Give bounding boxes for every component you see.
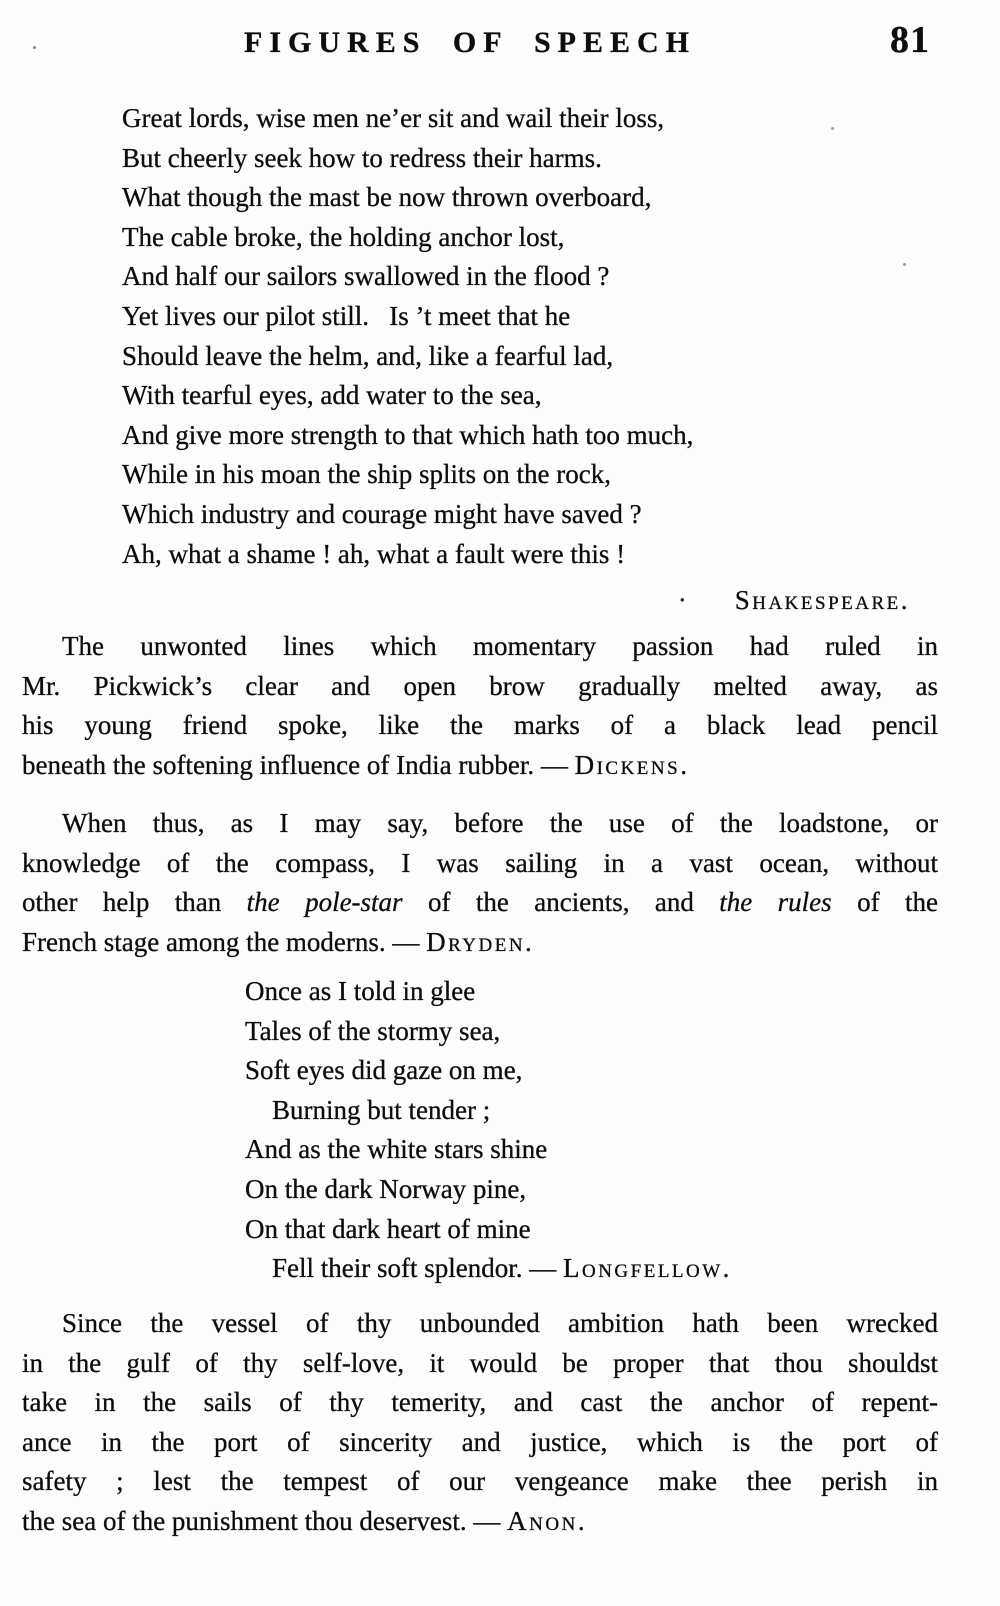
paragraph-line: safety ; lest the tempest of our vengeance make thee perish in (22, 1466, 938, 1497)
poem-line: Fell their soft splendor. — Longfellow. (272, 1253, 732, 1284)
poem-line: The cable broke, the holding anchor lost, (122, 221, 565, 252)
paragraph-line: Since the vessel of thy unbounded ambition hath been wrecked (62, 1308, 938, 1338)
paragraph-line: his young friend spoke, like the marks of a black lead pencil (22, 710, 938, 741)
anon-paragraph (22, 1304, 938, 1542)
poem-line: Once as I told in glee (245, 976, 476, 1006)
longfellow-poem (245, 972, 732, 1289)
paragraph-line: ance in the port of sincerity and justice, which is the port of (22, 1426, 938, 1457)
dryden-paragraph (22, 804, 938, 962)
poem-line: Burning but tender ; (272, 1094, 491, 1125)
scan-speck (831, 127, 834, 130)
poem-line: Yet lives our pilot still. Is ’t meet that he (122, 300, 571, 331)
scan-speck (33, 46, 36, 49)
scan-dot: · (677, 585, 687, 615)
poem-line: On that dark heart of mine (245, 1213, 531, 1244)
poem-line: With tearful eyes, add water to the sea, (122, 380, 542, 411)
poem-line: Which industry and courage might have saved ? (122, 498, 642, 529)
poem-line: And half our sailors swallowed in the flood ? (122, 261, 610, 292)
dickens-paragraph (22, 627, 938, 785)
poem-line: Tales of the stormy sea, (245, 1015, 501, 1046)
scan-speck (903, 263, 906, 266)
paragraph-line: take in the sails of thy temerity, and cast the anchor of repent- (22, 1387, 938, 1418)
poem-line: And give more strength to that which hath too much, (122, 419, 694, 450)
page-number: 81 (890, 19, 930, 61)
paragraph-line: French stage among the moderns. — Dryden. (22, 926, 535, 957)
shakespeare-poem (122, 99, 693, 574)
poem-line: But cheerly seek how to redress their harms. (122, 142, 602, 173)
paragraph-line: knowledge of the compass, I was sailing in a vast ocean, without (22, 847, 938, 878)
poem-line: Ah, what a shame ! ah, what a fault were this ! (122, 538, 626, 569)
shakespeare-attribution (22, 581, 910, 621)
poem-line: And as the white stars shine (245, 1134, 548, 1165)
attribution-name: Shakespeare. (734, 585, 910, 615)
poem-line: Soft eyes did gaze on me, (245, 1055, 523, 1086)
poem-line: Should leave the helm, and, like a fearful lad, (122, 340, 614, 371)
paragraph-line: other help than the pole-star of the ancients, and the rules of the (22, 887, 938, 918)
paragraph-line: Mr. Pickwick’s clear and open brow gradually melted away, as (22, 670, 938, 701)
poem-line: Great lords, wise men ne’er sit and wail their loss, (122, 103, 665, 133)
poem-line: While in his moan the ship splits on the rock, (122, 459, 611, 490)
page-title: FIGURES OF SPEECH (244, 26, 696, 59)
paragraph-line: in the gulf of thy self-love, it would be proper that thou shouldst (22, 1347, 938, 1378)
paragraph-line: When thus, as I may say, before the use of the loadstone, or (62, 808, 938, 838)
poem-line: What though the mast be now thrown overboard, (122, 182, 652, 213)
paragraph-line: The unwonted lines which momentary passion had ruled in (62, 631, 938, 661)
paragraph-line: the sea of the punishment thou deservest. — Anon. (22, 1505, 588, 1536)
poem-line: On the dark Norway pine, (245, 1173, 527, 1204)
paragraph-line: beneath the softening influence of India rubber. — Dickens. (22, 749, 690, 780)
